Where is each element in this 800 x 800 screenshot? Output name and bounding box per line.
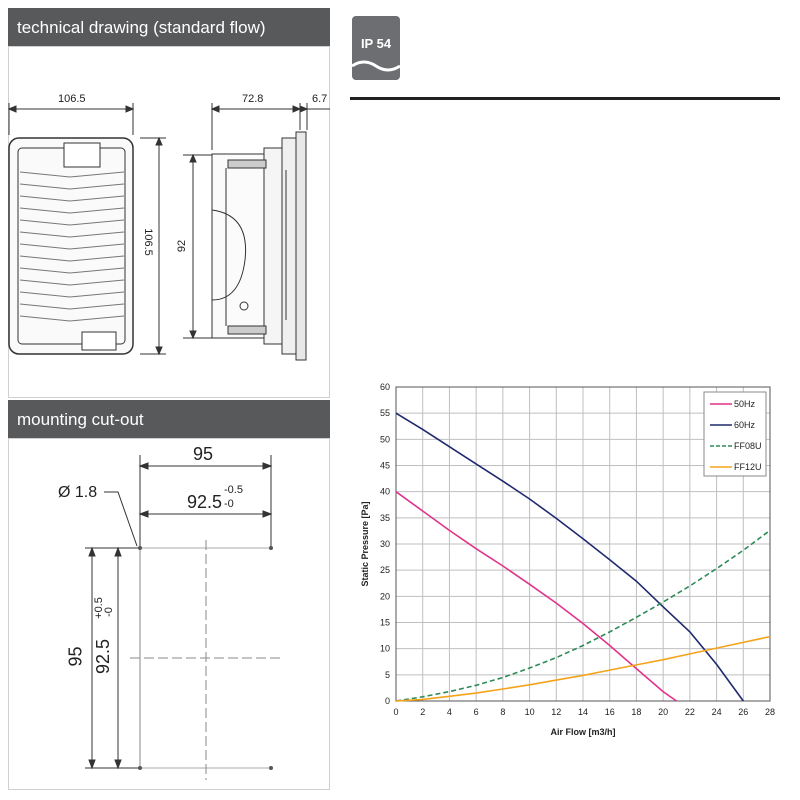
x-tick-label: 18 xyxy=(631,707,642,717)
x-tick-label: 26 xyxy=(738,707,749,717)
y-tick-label: 40 xyxy=(379,486,390,497)
inner-width-tol-bot: -0 xyxy=(224,498,234,510)
legend-label: FF12U xyxy=(734,462,762,472)
mounting-title: mounting cut-out xyxy=(17,410,144,429)
inner-width-label: 92.5 xyxy=(187,492,223,512)
y-tick-label: 20 xyxy=(379,591,390,602)
x-tick-label: 20 xyxy=(658,707,669,717)
inner-height-label: 92.5 xyxy=(93,638,114,675)
inner-width-tol-top: -0.5 xyxy=(224,484,243,496)
hole-dia-label: Ø 1.8 xyxy=(58,484,98,501)
side-depth-label: 72.8 xyxy=(242,93,264,105)
y-tick-label: 50 xyxy=(379,434,390,445)
x-tick-label: 0 xyxy=(393,707,399,717)
x-tick-label: 24 xyxy=(711,707,722,717)
y-tick-label: 60 xyxy=(379,382,390,392)
y-tick-label: 5 xyxy=(384,669,390,680)
y-tick-label: 45 xyxy=(379,460,390,471)
outer-width-label: 95 xyxy=(193,444,214,464)
y-tick-label: 35 xyxy=(379,512,390,523)
side-height-label: 92 xyxy=(176,239,189,253)
x-tick-label: 16 xyxy=(604,707,615,717)
y-tick-label: 0 xyxy=(384,696,390,706)
x-tick-label: 4 xyxy=(446,707,452,717)
x-tick-label: 6 xyxy=(473,707,479,717)
x-tick-label: 8 xyxy=(500,707,506,717)
x-tick-label: 28 xyxy=(764,707,776,717)
front-height-label: 106.5 xyxy=(141,228,154,256)
x-tick-label: 22 xyxy=(684,707,695,717)
inner-height-tol-top: +0.5 xyxy=(92,597,105,619)
x-tick-label: 12 xyxy=(551,707,562,717)
y-tick-label: 30 xyxy=(379,539,390,549)
y-tick-label: 10 xyxy=(379,643,390,654)
y-tick-label: 55 xyxy=(379,408,390,419)
ip-badge-text: IP 54 xyxy=(360,36,392,51)
inner-height-tol-bot: -0 xyxy=(102,607,115,617)
x-tick-label: 2 xyxy=(420,707,426,717)
front-width-label: 106.5 xyxy=(58,93,86,105)
side-flange-label: 6.7 xyxy=(312,93,328,105)
x-axis-label: Air Flow [m3/h] xyxy=(550,727,616,737)
x-tick-label: 10 xyxy=(524,707,535,717)
legend-label: 50Hz xyxy=(734,399,756,409)
y-axis-label: Static Pressure [Pa] xyxy=(360,501,370,587)
outer-height-label: 95 xyxy=(65,646,86,667)
y-tick-label: 15 xyxy=(379,617,390,628)
legend-label: FF08U xyxy=(734,441,762,451)
y-tick-label: 25 xyxy=(379,565,390,576)
technical-drawing-title: technical drawing (standard flow) xyxy=(17,18,266,37)
legend-label: 60Hz xyxy=(734,420,756,430)
x-tick-label: 14 xyxy=(577,707,589,717)
series-line-60hz xyxy=(396,413,743,701)
